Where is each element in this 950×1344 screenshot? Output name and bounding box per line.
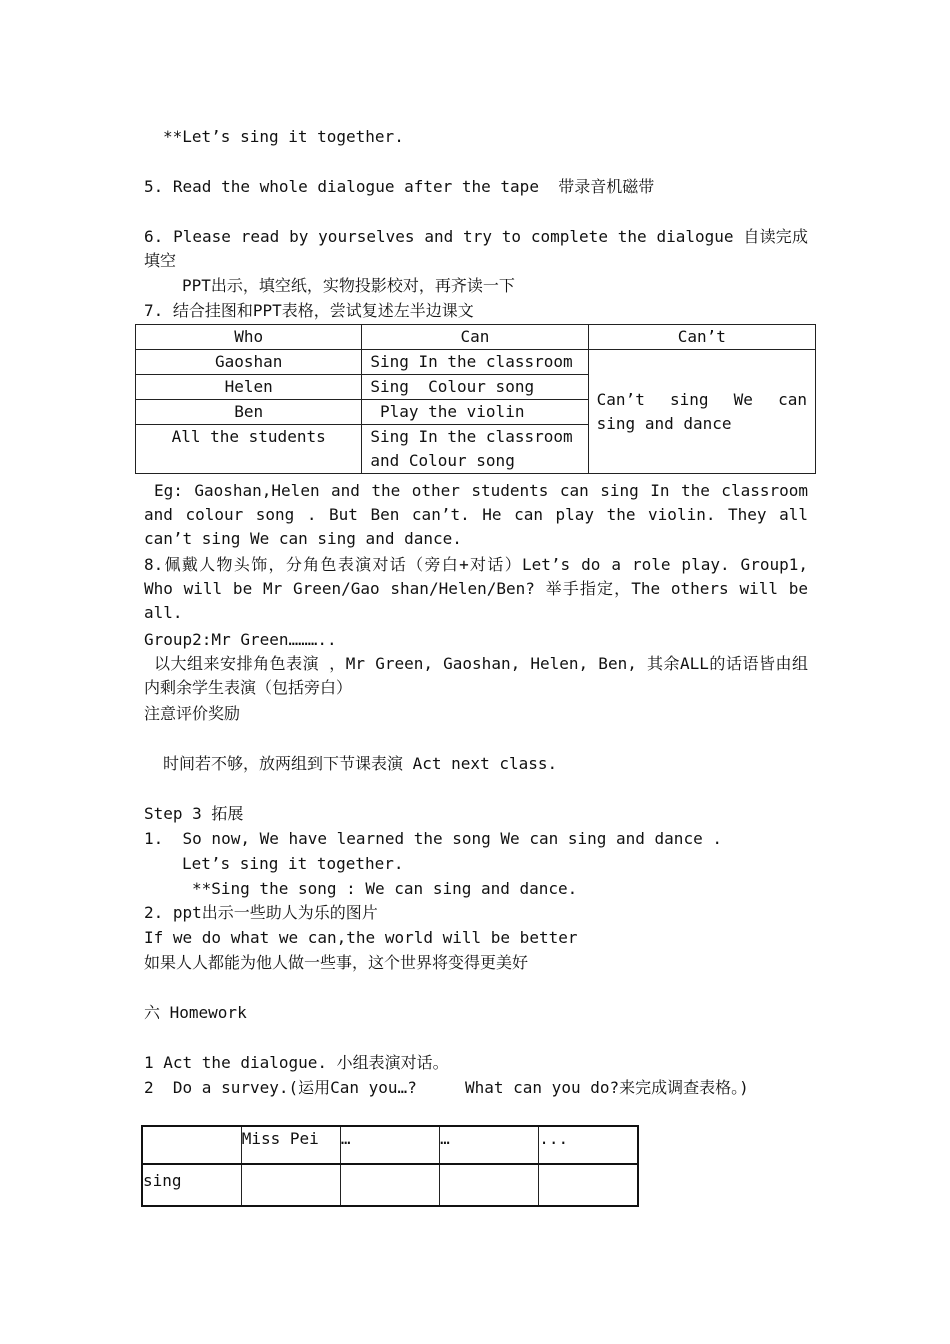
table-cell-cant-merged: Can’t sing We can sing and dance [588,350,815,474]
survey-header-cell: ... [539,1126,638,1164]
survey-cell [440,1164,539,1206]
homework-item-1: 1 Act the dialogue. 小组表演对话。 [144,1053,449,1072]
evaluation-note: 注意评价奖励 [144,704,241,723]
step-3-song-line: **Sing the song : We can sing and dance. [192,879,578,898]
step-3-sing-line: Let’s sing it together. [182,854,404,873]
homework-heading: 六 Homework [144,1003,247,1022]
example-paragraph: Eg: Gaoshan,Helen and the other students can sing In the classroom and colour song . But Ben can’t. He can play the violin. They all can’t sing We can sing and dance. [144,481,808,548]
motto-chinese: 如果人人都能为他人做一些事，这个世界将变得更美好 [144,953,529,972]
table-cell-who: All the students [136,425,362,474]
sing-together-line: **Let’s sing it together. [163,127,404,146]
table-cell-can: Play the violin [362,400,588,425]
survey-cell [241,1164,340,1206]
survey-cell [539,1164,638,1206]
who-can-table [135,324,816,474]
homework-item-2: 2 Do a survey.(运用Can you…? What can you do?来完成调查表格。) [144,1078,749,1097]
table-cell-who: Ben [136,400,362,425]
table-cell-can: Sing In the classroom and Colour song [362,425,588,474]
table-header-can: Can [362,325,588,350]
survey-header-cell: … [440,1126,539,1164]
survey-cell [340,1164,439,1206]
step-6-line: 6. Please read by yourselves and try to complete the dialogue 自读完成填空 [144,227,808,270]
survey-header-cell [142,1126,241,1164]
step-8-paragraph: 8.佩戴人物头饰，分角色表演对话（旁白+对话）Let’s do a role play. Group1, Who will be Mr Green/Gao shan/Helen/Ben? 举手指定，The others will be all. [144,555,808,622]
ppt-note-line: PPT出示，填空纸，实物投影校对，再齐读一下 [182,276,515,295]
survey-table [141,1125,639,1207]
role-play-note: 以大组来安排角色表演 ，Mr Green, Gaoshan, Helen, Ben, 其余ALL的话语皆由组内剩余学生表演（包括旁白） [144,654,808,697]
step-3-item-1: 1. So now, We have learned the song We can sing and dance . [144,829,722,848]
survey-header-cell: … [340,1126,439,1164]
table-cell-can: Sing In the classroom [362,350,588,375]
step-5-line: 5. Read the whole dialogue after the tape 带录音机磁带 [144,177,655,196]
table-cell-who: Helen [136,375,362,400]
table-cell-who: Gaoshan [136,350,362,375]
motto-english: If we do what we can,the world will be better [144,928,578,947]
table-header-who: Who [136,325,362,350]
step-3-item-2: 2. ppt出示一些助人为乐的图片 [144,903,378,922]
group2-line: Group2:Mr Green……….. [144,630,337,649]
step-7-line: 7. 结合挂图和PPT表格，尝试复述左半边课文 [144,301,474,320]
survey-header-cell: Miss Pei [241,1126,340,1164]
step-3-heading: Step 3 拓展 [144,804,244,823]
table-cell-can: Sing Colour song [362,375,588,400]
table-header-cant: Can’t [588,325,815,350]
survey-row-label: sing [142,1164,241,1206]
time-note: 时间若不够，放两组到下节课表演 Act next class. [163,754,558,773]
